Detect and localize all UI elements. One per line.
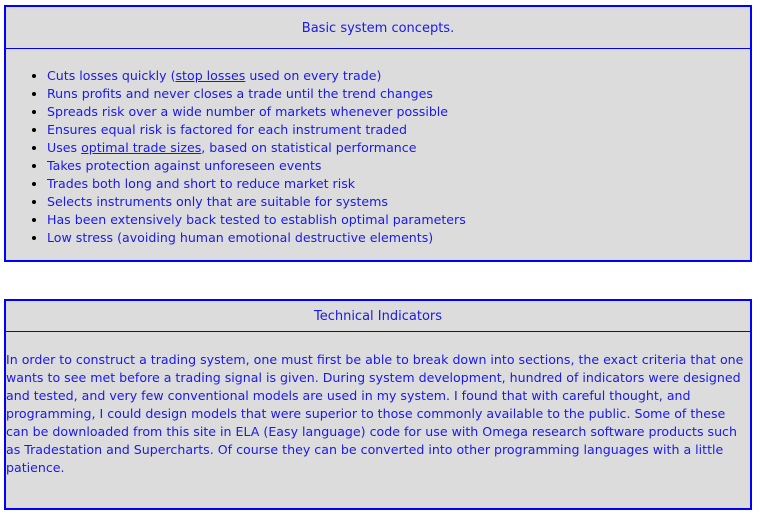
- list-item: • Uses optimal trade sizes, based on statistical performance: [47, 139, 750, 157]
- technical-indicators-panel: [4, 299, 752, 510]
- panel-title: Basic system concepts.: [6, 7, 750, 49]
- concepts-list: [6, 49, 750, 247]
- basic-concepts-panel: [4, 5, 752, 262]
- list-item: • Low stress (avoiding human emotional destructive elements): [47, 229, 750, 247]
- list-item: • Selects instruments only that are suitable for systems: [47, 193, 750, 211]
- indicators-paragraph: In order to construct a trading system, one must first be able to break down into sections, the exact criteria that one wants to see met before a trading signal is given. During system development, hundred of indicators were designed and tested, and very few conventional models are used in my system. I found that with careful thought, and programming, I could design models that were superior to those commonly available to the public. Some of these can be downloaded from this site in ELA (Easy language) code for use with Omega research software products such as Tradestation and Supercharts. Of course they can be converted into other programming languages with a little patience.: [6, 352, 744, 475]
- optimal-trade-sizes-link[interactable]: optimal trade sizes: [81, 140, 202, 155]
- list-item: • Takes protection against unforeseen events: [47, 157, 750, 175]
- list-item: • Cuts losses quickly (stop losses used on every trade): [47, 67, 750, 85]
- stop-losses-link[interactable]: stop losses: [175, 68, 246, 83]
- list-item: • Has been extensively back tested to establish optimal parameters: [47, 211, 750, 229]
- list-item: • Ensures equal risk is factored for each instrument traded: [47, 121, 750, 139]
- list-item: • Trades both long and short to reduce market risk: [47, 175, 750, 193]
- panel-title: Technical Indicators: [6, 301, 750, 332]
- list-item: • Runs profits and never closes a trade until the trend changes: [47, 85, 750, 103]
- list-item: • Spreads risk over a wide number of markets whenever possible: [47, 103, 750, 121]
